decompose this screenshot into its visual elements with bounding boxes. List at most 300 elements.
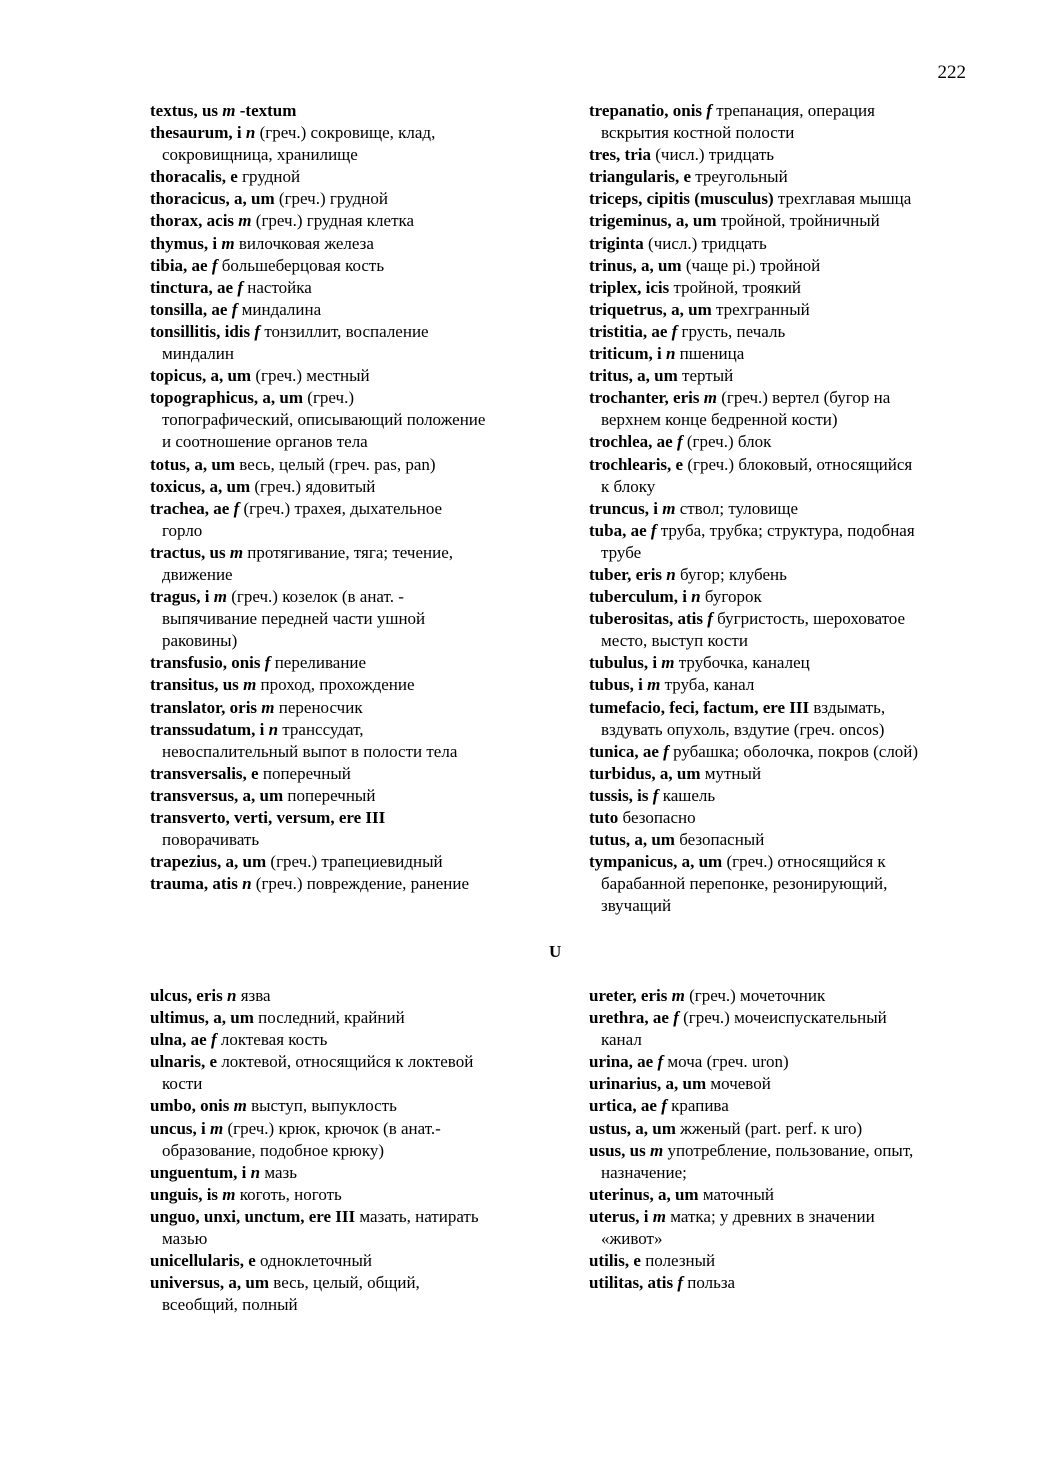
entry-gender: n (661, 344, 676, 364)
dictionary-entry (150, 454, 580, 476)
entry-definition: матка; у древних в значении (665, 1206, 875, 1226)
entry-headword: thoracalis, e (150, 167, 238, 187)
dictionary-entry (589, 210, 989, 232)
entry-gender: m (642, 675, 661, 695)
entry-headword: transversalis, e (150, 763, 259, 783)
entry-headword: transversus, a, um (150, 785, 284, 805)
entry-gender: n (662, 564, 676, 584)
entry-headword: tractus, us (150, 542, 226, 562)
entry-headword: tunica, ae (589, 741, 659, 761)
entry-gender: m (217, 233, 235, 253)
entry-definition: (греч.) мочеточник (684, 986, 826, 1005)
dictionary-entry (150, 674, 580, 696)
entry-headword: tuberositas, atis (589, 609, 703, 629)
entry-definition: тройной, тройничный (716, 211, 880, 231)
entry-continuation: топографический, описывающий положение (162, 410, 486, 430)
entry-headword: transfusio, onis (150, 653, 261, 673)
dictionary-entry (589, 431, 989, 453)
entry-continuation: горло (162, 520, 203, 540)
entry-headword: truncus, i (589, 498, 658, 518)
entry-definition: (греч.) (303, 388, 354, 408)
entry-gender: n (222, 986, 237, 1005)
entry-headword: transitus, us (150, 675, 239, 695)
dictionary-entry (589, 166, 989, 188)
entry-headword: transverto, verti, versum, ere III (150, 808, 386, 827)
entry-definition: (числ.) тридцать (651, 145, 775, 165)
dictionary-entry (589, 652, 989, 674)
entry-definition: (греч.) козелок (в анат. - (226, 587, 404, 607)
entry-gender: f (702, 101, 712, 120)
dictionary-entry (589, 321, 989, 343)
entry-headword: topicus, a, um (150, 366, 252, 386)
entry-headword: unguentum, i (150, 1162, 247, 1182)
dictionary-entry (589, 608, 989, 652)
entry-gender: m (657, 498, 676, 518)
entry-definition: поперечный (283, 785, 376, 805)
entry-definition: язва (236, 986, 271, 1005)
entry-headword: tristitia, ae (589, 321, 668, 341)
entry-definition: последний, крайний (253, 1008, 405, 1028)
entry-headword: ultimus, a, um (150, 1008, 254, 1028)
dictionary-entry (589, 1095, 989, 1117)
dictionary-entry (150, 387, 580, 453)
entry-gender: f (227, 299, 238, 319)
entry-headword: trachea, ae (150, 498, 230, 518)
dictionary-entry (150, 1162, 580, 1184)
entry-continuation: верхнем конце бедренной кости) (601, 410, 838, 430)
entry-definition: одноклеточный (255, 1251, 373, 1271)
entry-continuation: миндалин (162, 344, 234, 364)
entry-definition: локтевой, относящийся к локтевой (217, 1052, 474, 1072)
dictionary-entry (589, 343, 989, 365)
entry-headword: tubus, i (589, 675, 643, 695)
dictionary-entry (150, 542, 580, 586)
entry-definition: (греч.) трапециевидный (266, 852, 443, 872)
dictionary-entry (150, 476, 580, 498)
entry-headword: thorax, acis (150, 211, 235, 231)
dictionary-entry (150, 1051, 580, 1095)
entry-definition: (греч.) повреждение, ранение (251, 874, 470, 894)
entry-gender: n (686, 587, 701, 607)
entry-continuation: сокровищница, хранилище (162, 145, 358, 165)
entry-definition: тертый (677, 366, 734, 386)
dictionary-entry (150, 210, 580, 232)
entry-gender: f (673, 1273, 683, 1293)
entry-definition: грудной (237, 167, 301, 187)
entry-headword: triceps, cipitis (musculus) (589, 189, 774, 209)
dictionary-entry (150, 1095, 580, 1117)
entry-continuation: звучащий (601, 896, 672, 916)
dictionary-entry (589, 1184, 989, 1206)
dictionary-entry (150, 697, 580, 719)
entry-continuation: кости (162, 1074, 203, 1094)
entry-gender: f (206, 1030, 217, 1050)
dictionary-entry (150, 985, 580, 1007)
entry-continuation: назначение; (601, 1162, 687, 1182)
entry-definition: грусть, печаль (677, 321, 786, 341)
dictionary-entry (589, 365, 989, 387)
entry-definition: (греч.) вертел (бугор на (716, 388, 891, 408)
entry-definition: весь, целый (греч. pas, pan) (235, 454, 436, 474)
entry-headword: tussis, is (589, 785, 649, 805)
dictionary-entry (150, 807, 580, 851)
dictionary-entry (589, 299, 989, 321)
entry-headword: umbo, onis (150, 1096, 230, 1116)
entry-headword: tuto (589, 808, 619, 827)
entry-definition: пшеница (675, 344, 745, 364)
entry-headword: tonsilla, ae (150, 299, 228, 319)
entry-definition: переносчик (274, 697, 363, 717)
dictionary-entry (150, 1007, 580, 1029)
entry-definition: переливание (270, 653, 367, 673)
dictionary-entry (589, 1140, 989, 1184)
dictionary-entry (150, 166, 580, 188)
entry-definition: жженый (part. perf. к uro) (675, 1118, 863, 1138)
entry-definition: (греч.) крюк, крючок (в анат.- (223, 1118, 441, 1138)
entry-gender: m (229, 1096, 247, 1116)
entry-definition: тройной, троякий (669, 277, 802, 297)
dictionary-entry (589, 564, 989, 586)
entry-headword: triginta (589, 233, 644, 253)
entry-continuation: к блоку (601, 476, 656, 496)
column-left-u (150, 985, 580, 1316)
entry-definition: (числ.) тридцать (643, 233, 767, 253)
entry-gender: n (264, 719, 279, 739)
entry-headword: triangularis, e (589, 167, 691, 187)
entry-definition: рубашка; оболочка, покров (слой) (668, 741, 919, 761)
entry-definition: безопасный (674, 830, 765, 850)
entry-gender: f (207, 255, 218, 275)
entry-headword: tutus, a, um (589, 830, 675, 850)
entry-gender: f (702, 609, 713, 629)
dictionary-entry (589, 1272, 989, 1294)
entry-headword: trochanter, eris (589, 388, 700, 408)
dictionary-entry (150, 1272, 580, 1316)
column-left-t (150, 100, 580, 895)
entry-definition: бугорок (700, 587, 762, 607)
entry-gender: m (218, 101, 236, 120)
section-letter: U (549, 942, 562, 961)
entry-gender: f (656, 1096, 667, 1116)
dictionary-entry (589, 454, 989, 498)
dictionary-entry (150, 785, 580, 807)
entry-headword: tuba, ae (589, 520, 647, 540)
dictionary-entry (150, 277, 580, 299)
entry-continuation: барабанной перепонке, резонирующий, (601, 874, 888, 894)
entry-headword: tritus, a, um (589, 366, 678, 386)
entry-continuation: и соотношение органов тела (162, 432, 368, 452)
entry-definition: большеберцовая кость (217, 255, 385, 275)
dictionary-entry (150, 1250, 580, 1272)
entry-definition: моча (греч. uron) (663, 1052, 789, 1072)
entry-gender: f (250, 321, 261, 341)
entry-definition: миндалина (237, 299, 322, 319)
dictionary-entry (589, 785, 989, 807)
entry-definition: тонзиллит, воспаление (260, 321, 429, 341)
entry-definition: мазь (260, 1162, 297, 1182)
dictionary-entry (589, 144, 989, 166)
entry-headword: ulna, ae (150, 1030, 207, 1050)
entry-definition: трубочка, каналец (674, 653, 810, 673)
entry-headword: thymus, i (150, 233, 218, 253)
dictionary-entry (150, 188, 580, 210)
entry-headword: trochlearis, e (589, 454, 684, 474)
entry-definition: -textum (235, 101, 297, 120)
entry-gender: n (237, 874, 252, 894)
dictionary-entry (589, 498, 989, 520)
entry-gender: f (672, 432, 683, 452)
dictionary-entry (589, 1007, 989, 1051)
entry-headword: tragus, i (150, 587, 210, 607)
entry-headword: tinctura, ae (150, 277, 234, 297)
entry-gender: m (205, 1118, 224, 1138)
entry-gender: m (648, 1206, 666, 1226)
dictionary-entry (150, 1118, 580, 1162)
entry-gender: m (257, 697, 275, 717)
dictionary-entry (150, 1184, 580, 1206)
entry-headword: usus, us (589, 1140, 646, 1160)
entry-headword: trauma, atis (150, 874, 238, 894)
entry-headword: trinus, a, um (589, 255, 682, 275)
entry-continuation: место, выступ кости (601, 631, 748, 651)
entry-gender: m (225, 542, 244, 562)
dictionary-entry (150, 100, 580, 122)
dictionary-entry (150, 763, 580, 785)
dictionary-entry (589, 387, 989, 431)
entry-gender: f (260, 653, 271, 673)
dictionary-entry (589, 674, 989, 696)
entry-definition: вилочковая железа (234, 233, 374, 253)
dictionary-entry (150, 1029, 580, 1051)
dictionary-entry (589, 763, 989, 785)
dictionary-entry (150, 586, 580, 652)
entry-gender: f (648, 785, 659, 805)
entry-definition: мочевой (706, 1074, 771, 1094)
entry-definition: кашель (658, 785, 716, 805)
entry-headword: triticum, i (589, 344, 662, 364)
dictionary-entry (589, 586, 989, 608)
dictionary-entry (150, 652, 580, 674)
entry-headword: utilitas, atis (589, 1273, 674, 1293)
entry-gender: f (668, 1008, 679, 1028)
entry-definition: треугольный (691, 167, 788, 187)
entry-headword: tympanicus, a, um (589, 852, 723, 872)
entry-definition: труба, канал (660, 675, 755, 695)
entry-continuation: вздувать опухоль, вздутие (греч. oncos) (601, 719, 885, 739)
dictionary-entry (589, 697, 989, 741)
entry-gender: f (667, 321, 678, 341)
entry-gender: f (233, 277, 244, 297)
dictionary-entry (589, 851, 989, 917)
entry-definition: трепанация, операция (711, 101, 875, 120)
entry-headword: textus, us (150, 101, 219, 120)
entry-headword: triplex, icis (589, 277, 670, 297)
entry-continuation: образование, подобное крюку) (162, 1140, 385, 1160)
dictionary-entry (589, 1118, 989, 1140)
entry-headword: unicellularis, e (150, 1251, 256, 1271)
entry-definition: безопасно (618, 808, 696, 827)
entry-gender: m (234, 211, 252, 231)
entry-headword: urethra, ae (589, 1008, 669, 1028)
entry-definition: (греч.) мочеиспускательный (678, 1008, 887, 1028)
entry-gender: n (241, 123, 256, 143)
entry-headword: urina, ae (589, 1052, 654, 1072)
entry-headword: tibia, ae (150, 255, 208, 275)
entry-headword: thoracicus, a, um (150, 189, 275, 209)
entry-definition: проход, прохождение (256, 675, 415, 695)
dictionary-entry (150, 321, 580, 365)
entry-definition: поперечный (258, 763, 351, 783)
entry-headword: ulnaris, e (150, 1052, 218, 1072)
entry-definition: (греч.) сокровище, клад, (255, 123, 436, 143)
dictionary-entry (150, 255, 580, 277)
entry-headword: toxicus, a, um (150, 476, 251, 496)
dictionary-entry (589, 741, 989, 763)
entry-definition: трехглавая мышца (773, 189, 912, 209)
entry-definition: (греч.) трахея, дыхательное (239, 498, 443, 518)
entry-definition: бугристость, шероховатое (712, 609, 906, 629)
entry-headword: translator, oris (150, 697, 258, 717)
dictionary-entry (150, 851, 580, 873)
entry-gender: m (645, 1140, 664, 1160)
entry-headword: trapezius, a, um (150, 852, 267, 872)
entry-continuation: трубе (601, 542, 642, 562)
entry-headword: topographicus, a, um (150, 388, 304, 408)
dictionary-entry (589, 1250, 989, 1272)
dictionary-entry (589, 277, 989, 299)
entry-gender: m (218, 1184, 236, 1204)
dictionary-entry (589, 807, 989, 829)
entry-headword: trigeminus, a, um (589, 211, 717, 231)
dictionary-entry (589, 1206, 989, 1250)
dictionary-entry (150, 873, 580, 895)
entry-gender: m (657, 653, 675, 673)
entry-definition: (чаще pi.) тройной (681, 255, 821, 275)
dictionary-entry (150, 299, 580, 321)
dictionary-entry (150, 719, 580, 763)
entry-gender: m (238, 675, 257, 695)
column-right-t (589, 100, 989, 917)
entry-continuation: вскрытия костной полости (601, 123, 795, 143)
entry-gender: f (658, 741, 669, 761)
entry-headword: ureter, eris (589, 986, 668, 1005)
entry-definition: польза (682, 1273, 736, 1293)
entry-definition: употребление, пользование, опыт, (663, 1140, 914, 1160)
entry-definition: вздымать, (809, 697, 886, 717)
entry-gender: m (667, 986, 685, 1005)
entry-continuation: «живот» (601, 1229, 663, 1249)
entry-headword: uncus, i (150, 1118, 206, 1138)
dictionary-entry (150, 1206, 580, 1250)
entry-definition: (греч.) ядовитый (250, 476, 376, 496)
entry-definition: (греч.) грудной (274, 189, 388, 209)
dictionary-entry (589, 520, 989, 564)
dictionary-entry (150, 365, 580, 387)
entry-definition: (греч.) относящийся к (722, 852, 886, 872)
entry-headword: tres, tria (589, 145, 651, 165)
entry-continuation: движение (162, 564, 233, 584)
entry-gender: f (653, 1052, 664, 1072)
dictionary-entry (589, 100, 989, 144)
entry-definition: выступ, выпуклость (246, 1096, 397, 1116)
entry-headword: totus, a, um (150, 454, 236, 474)
entry-headword: unguo, unxi, unctum, ere III (150, 1206, 356, 1226)
entry-definition: мазать, натирать (355, 1206, 479, 1226)
entry-continuation: выпячивание передней части ушной (162, 609, 426, 629)
entry-headword: uterinus, a, um (589, 1184, 699, 1204)
dictionary-entry (589, 829, 989, 851)
entry-headword: ulcus, eris (150, 986, 223, 1005)
dictionary-entry (150, 233, 580, 255)
entry-headword: tubulus, i (589, 653, 658, 673)
entry-continuation: поворачивать (162, 830, 260, 850)
entry-definition: настойка (243, 277, 312, 297)
entry-definition: (греч.) грудная клетка (251, 211, 415, 231)
entry-continuation: раковины) (162, 631, 238, 651)
entry-headword: tonsillitis, idis (150, 321, 251, 341)
entry-definition: полезный (640, 1251, 716, 1271)
entry-definition: ствол; туловище (675, 498, 799, 518)
dictionary-entry (150, 498, 580, 542)
entry-headword: triquetrus, a, um (589, 299, 712, 319)
entry-headword: tumefacio, feci, factum, ere III (589, 697, 810, 717)
entry-continuation: невоспалительный выпот в полости тела (162, 741, 458, 761)
entry-definition: (греч.) блок (682, 432, 772, 452)
entry-definition: бугор; клубень (675, 564, 787, 584)
entry-gender: f (646, 520, 657, 540)
entry-headword: ustus, a, um (589, 1118, 676, 1138)
column-right-u (589, 985, 989, 1294)
entry-headword: transsudatum, i (150, 719, 265, 739)
dictionary-entry (589, 985, 989, 1007)
entry-gender: f (229, 498, 240, 518)
entry-definition: коготь, ноготь (235, 1184, 342, 1204)
entry-headword: unguis, is (150, 1184, 219, 1204)
dictionary-entry (150, 122, 580, 166)
entry-headword: tuber, eris (589, 564, 663, 584)
dictionary-entry (589, 233, 989, 255)
entry-continuation: канал (601, 1030, 642, 1050)
dictionary-entry (589, 188, 989, 210)
entry-headword: utilis, e (589, 1251, 641, 1271)
entry-definition: труба, трубка; структура, подобная (656, 520, 915, 540)
entry-headword: trepanatio, onis (589, 101, 703, 120)
entry-headword: uterus, i (589, 1206, 649, 1226)
dictionary-entry (589, 1051, 989, 1073)
page-number: 222 (937, 62, 966, 83)
entry-headword: thesaurum, i (150, 123, 242, 143)
entry-definition: транссудат, (278, 719, 364, 739)
entry-definition: (греч.) местный (251, 366, 370, 386)
entry-gender: n (246, 1162, 261, 1182)
entry-continuation: мазью (162, 1229, 208, 1249)
entry-headword: trochlea, ae (589, 432, 673, 452)
entry-headword: tuberculum, i (589, 587, 687, 607)
dictionary-entry (589, 1073, 989, 1095)
entry-definition: локтевая кость (216, 1030, 328, 1050)
entry-definition: маточный (698, 1184, 775, 1204)
entry-definition: весь, целый, общий, (269, 1273, 420, 1293)
entry-gender: m (699, 388, 717, 408)
entry-definition: протягивание, тяга; течение, (243, 542, 454, 562)
entry-headword: turbidus, a, um (589, 763, 701, 783)
entry-headword: urinarius, a, um (589, 1074, 707, 1094)
entry-gender: m (209, 587, 227, 607)
entry-definition: крапива (666, 1096, 729, 1116)
entry-definition: (греч.) блоковый, относящийся (683, 454, 913, 474)
entry-definition: мутный (700, 763, 762, 783)
dictionary-entry (589, 255, 989, 277)
